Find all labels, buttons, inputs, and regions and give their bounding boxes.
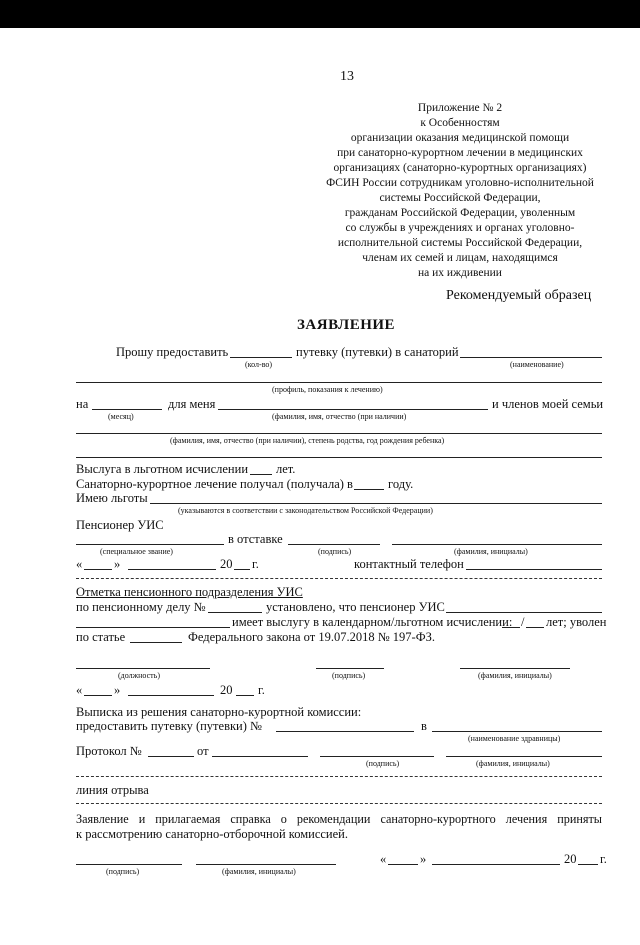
hint-sanatorium-name: (наименование) — [510, 360, 564, 369]
hint-position: (должность) — [118, 671, 160, 680]
year-prefix: 20 — [564, 852, 577, 866]
hint-benefits: (указываются в соответствии с законодательством Российской Федерации) — [178, 506, 433, 515]
appendix-line: со службы в учреждениях и органах уголовно- — [345, 222, 575, 234]
family-member-field[interactable] — [76, 457, 602, 458]
year-prefix: 20 — [220, 557, 233, 571]
sanatorium-name-field[interactable] — [460, 357, 602, 358]
scan-top-border — [0, 0, 640, 28]
phone-label: контактный телефон — [354, 557, 464, 571]
tear-line — [76, 803, 602, 804]
date-close-quote: » — [114, 557, 121, 571]
service-slash: / — [521, 615, 525, 629]
appendix-line: организациях (санаторно-курортных организациях) — [333, 162, 587, 174]
year-prefix: 20 — [220, 683, 233, 697]
voucher-number-field[interactable] — [276, 731, 414, 732]
hint-unit-sign: (подпись) — [332, 671, 366, 680]
receipt-name-field[interactable] — [196, 864, 336, 865]
document-title: ЗАЯВЛЕНИЕ — [297, 317, 396, 333]
position-field[interactable] — [76, 668, 210, 669]
protocol-label: Протокол № — [76, 744, 142, 758]
year-suffix: г. — [252, 557, 259, 571]
request-prefix: Прошу предоставить — [116, 345, 229, 359]
service-text: имеет выслугу в календарном/льготном исчислении: — [232, 615, 513, 629]
receipt-text-line2: к рассмотрению санаторно-отборочной комиссией. — [76, 827, 348, 841]
section-divider — [76, 776, 602, 777]
year-suffix: г. — [258, 683, 265, 697]
pensioner-sign-field[interactable] — [288, 544, 380, 545]
date-close-quote: » — [420, 852, 427, 866]
treated-year-field[interactable] — [354, 489, 384, 490]
unit-sign-field[interactable] — [316, 668, 384, 669]
month-field[interactable] — [92, 409, 162, 410]
service-end: лет; уволен — [546, 615, 607, 629]
hint-applicant-name: (фамилия, имя, отчество (при наличии) — [272, 412, 407, 421]
pensioner-info-field[interactable] — [446, 612, 602, 613]
hint-profile: (профиль, показания к лечению) — [272, 385, 383, 394]
appendix-line: гражданам Российской Федерации, уволенным — [344, 207, 576, 219]
profile-field[interactable] — [76, 382, 602, 383]
receipt-sign-field[interactable] — [76, 864, 182, 865]
service-years-calendar-field[interactable] — [502, 627, 520, 628]
hint-commission-sign: (подпись) — [366, 759, 400, 768]
appendix-line: системы Российской Федерации, — [379, 192, 541, 204]
month-field[interactable] — [128, 569, 216, 570]
applicant-name-field[interactable] — [218, 409, 488, 410]
month-field[interactable] — [128, 695, 214, 696]
treated-prefix: Санаторно-курортное лечение получал (получала) в — [76, 477, 353, 491]
tear-line-label: линия отрыва — [76, 783, 149, 797]
commission-heading: Выписка из решения санаторно-курортной комиссии: — [76, 705, 362, 719]
appendix-line: на их иждивении — [418, 267, 502, 279]
retired-label: в отставке — [228, 532, 283, 546]
hint-commission-name: (фамилия, инициалы) — [476, 759, 550, 768]
appendix-line: к Особенностям — [420, 117, 500, 129]
section-divider — [76, 578, 602, 579]
label-and-family: и членов моей семьи — [492, 397, 604, 411]
phone-field[interactable] — [466, 569, 602, 570]
year-field[interactable] — [236, 695, 254, 696]
appendix-line: Приложение № 2 — [417, 102, 503, 114]
protocol-date-field[interactable] — [212, 756, 308, 757]
hint-rank: (специальное звание) — [100, 547, 173, 556]
hint-pensioner-sign: (подпись) — [318, 547, 352, 556]
page-number: 13 — [340, 69, 354, 84]
hint-month: (месяц) — [108, 412, 134, 421]
label-for-me: для меня — [168, 397, 216, 411]
hint-receipt-name: (фамилия, инициалы) — [222, 867, 296, 876]
year-field[interactable] — [578, 864, 598, 865]
appendix-line: членам их семей и лицам, находящимся — [362, 252, 558, 264]
appendix-line: исполнительной системы Российской Федерации, — [337, 237, 583, 249]
benefits-field[interactable] — [150, 503, 602, 504]
health-resort-field[interactable] — [432, 731, 602, 732]
day-field[interactable] — [84, 569, 112, 570]
case-number-field[interactable] — [208, 612, 262, 613]
article-suffix: Федерального закона от 19.07.2018 № 197-ФЗ. — [188, 630, 435, 644]
protocol-number-field[interactable] — [148, 756, 194, 757]
date-open-quote: « — [76, 557, 83, 571]
day-field[interactable] — [84, 695, 112, 696]
years-field[interactable] — [250, 474, 272, 475]
hint-receipt-sign: (подпись) — [106, 867, 140, 876]
appendix-line: при санаторно-курортном лечении в медицинских — [337, 147, 583, 159]
years-prefix: Выслуга в льготном исчислении — [76, 462, 249, 476]
pensioner-info-field[interactable] — [76, 627, 230, 628]
month-field[interactable] — [432, 864, 560, 865]
hint-unit-name: (фамилия, инициалы) — [478, 671, 552, 680]
service-years-benefit-field[interactable] — [526, 627, 544, 628]
case-prefix: по пенсионному делу № — [76, 600, 206, 614]
pension-unit-heading: Отметка пенсионного подразделения УИС — [76, 585, 303, 599]
article-field[interactable] — [130, 642, 182, 643]
voucher-prefix: предоставить путевку (путевки) № — [76, 719, 262, 733]
family-member-field[interactable] — [76, 433, 602, 434]
hint-health-resort: (наименование здравницы) — [468, 734, 561, 743]
label-in: в — [421, 719, 427, 733]
year-field[interactable] — [234, 569, 250, 570]
request-middle: путевку (путевки) в санаторий — [296, 345, 459, 359]
year-suffix: г. — [600, 852, 607, 866]
unit-name-field[interactable] — [460, 668, 570, 669]
commission-name-field[interactable] — [446, 756, 602, 757]
pensioner-name-field[interactable] — [392, 544, 602, 545]
appendix-line: организации оказания медицинской помощи — [350, 132, 570, 144]
receipt-text-line1: Заявление и прилагаемая справка о рекомендации санаторно-курортного лечения приняты — [76, 812, 602, 826]
date-open-quote: « — [380, 852, 387, 866]
rank-field[interactable] — [76, 544, 224, 545]
label-on: на — [76, 397, 89, 411]
article-prefix: по статье — [76, 630, 126, 644]
treated-suffix: году. — [388, 477, 414, 491]
date-close-quote: » — [114, 683, 121, 697]
hint-child: (фамилия, имя, отчество (при наличии), степень родства, год рождения ребенка) — [170, 436, 445, 445]
label-from: от — [197, 744, 209, 758]
years-suffix: лет. — [276, 462, 296, 476]
case-middle: установлено, что пенсионер УИС — [266, 600, 445, 614]
sample-label: Рекомендуемый образец — [446, 288, 592, 303]
day-field[interactable] — [388, 864, 418, 865]
commission-sign-field[interactable] — [320, 756, 434, 757]
date-open-quote: « — [76, 683, 83, 697]
qty-field[interactable] — [230, 357, 292, 358]
benefits-label: Имею льготы — [76, 491, 148, 505]
hint-qty: (кол-во) — [245, 360, 273, 369]
appendix-line: ФСИН России сотрудникам уголовно-исполнительной — [326, 177, 594, 189]
hint-pensioner-name: (фамилия, инициалы) — [454, 547, 528, 556]
pensioner-label: Пенсионер УИС — [76, 518, 164, 532]
